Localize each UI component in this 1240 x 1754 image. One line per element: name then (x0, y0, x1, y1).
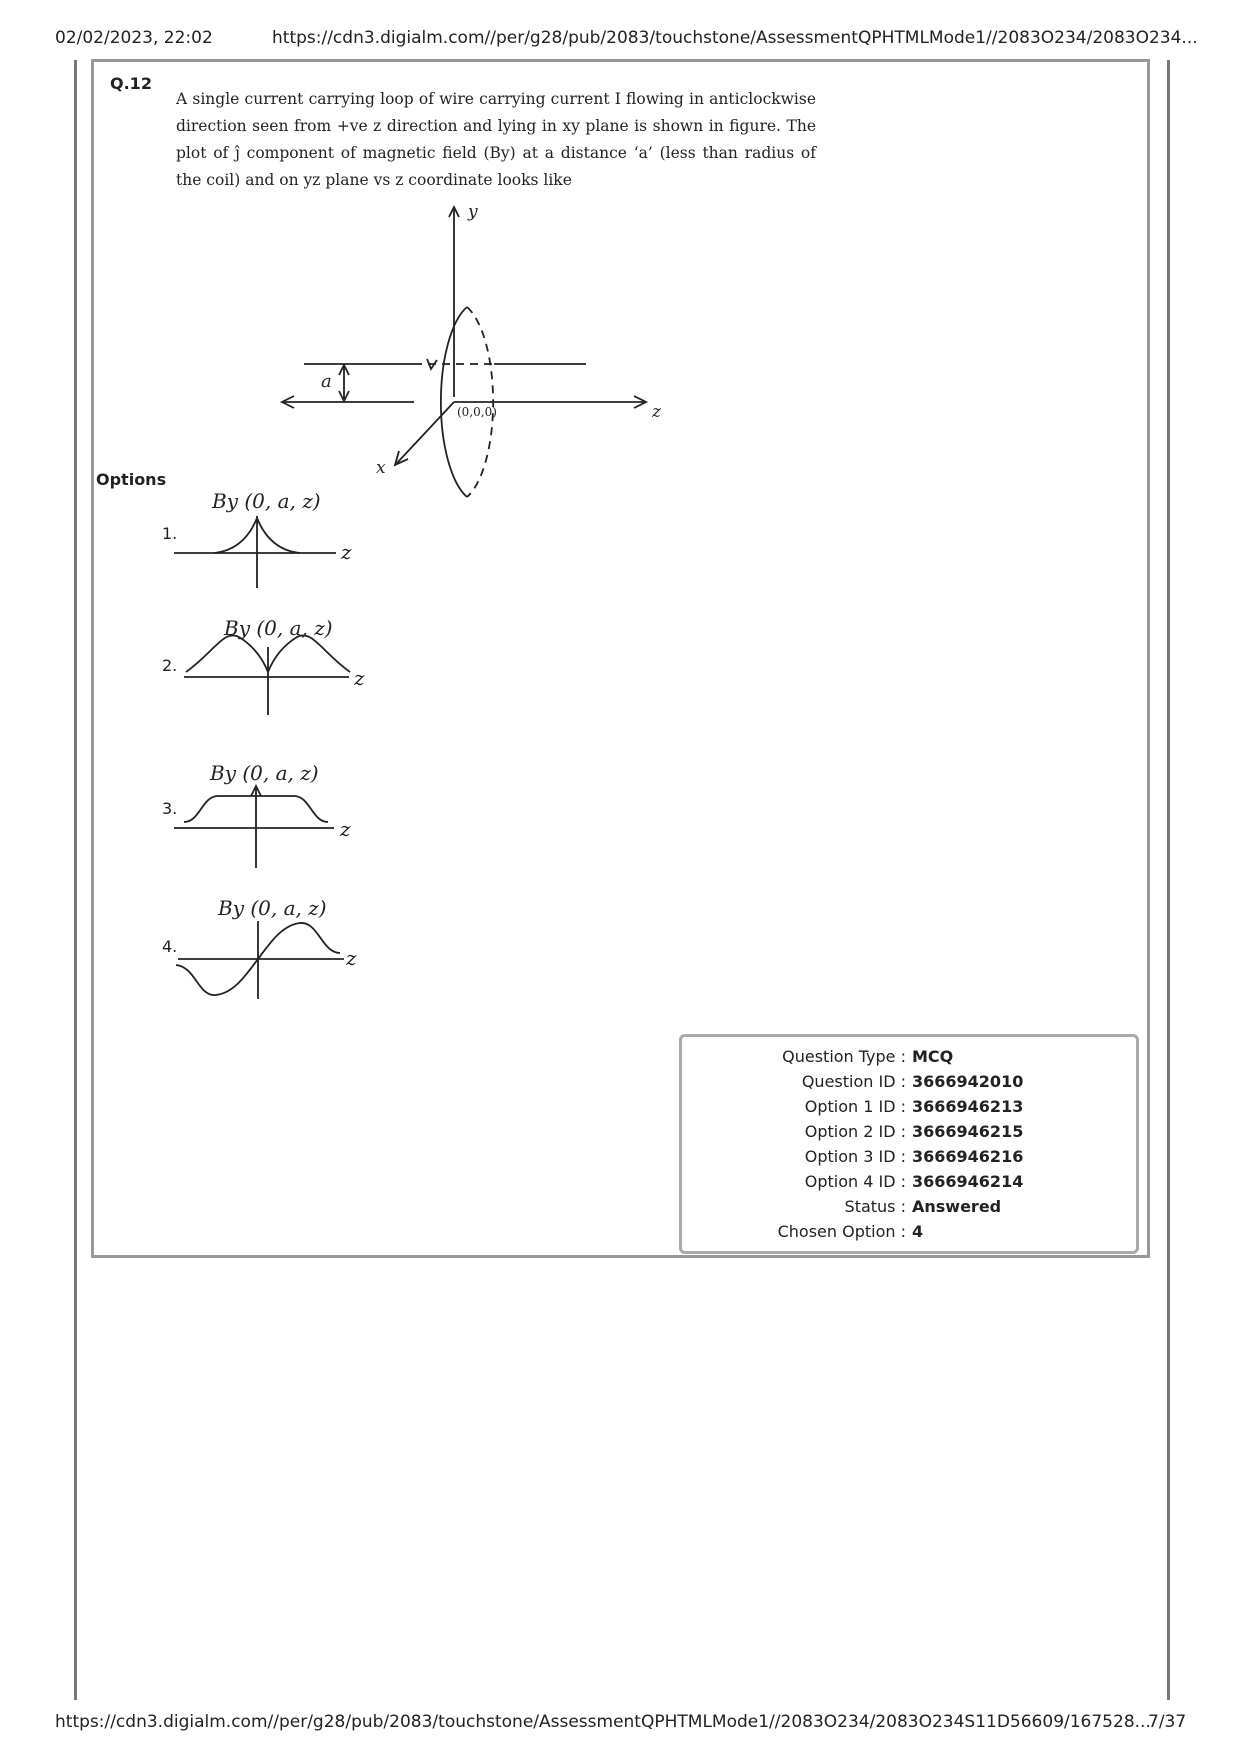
option-1-z-label: z (341, 540, 352, 564)
question-number: Q.12 (110, 74, 152, 93)
origin-label: (0,0,0) (457, 405, 497, 419)
info-key: Status : (844, 1197, 906, 1216)
option-4-graph (174, 887, 414, 1027)
info-value: 4 (912, 1222, 924, 1241)
page-number: 7/37 (1148, 1712, 1187, 1732)
info-row-status (682, 1195, 1138, 1219)
question-text: A single current carrying loop of wire carrying current I flowing in anticlockwise direction seen from +ve z direction and lying in xy plane is shown in figure. The plot of ĵ component of magnetic field (By) at a distance ‘a’ (less than radius of the coil) and on yz plane vs z coordinate looks like (176, 90, 816, 189)
question-panel (91, 59, 1150, 1258)
question-figure (264, 197, 764, 517)
print-footer-url: https://cdn3.digialm.com//per/g28/pub/2083/touchstone/AssessmentQPHTMLMode1//2083O234/2083O234S11D56609/167528... (55, 1712, 1151, 1732)
option-1-number: 1. (162, 524, 178, 543)
left-page-rule (74, 60, 77, 1700)
info-row-question-type (682, 1045, 1138, 1069)
option-3-z-label: z (340, 817, 351, 841)
info-value: 3666942010 (912, 1072, 1024, 1091)
info-row-chosen-option (682, 1220, 1138, 1244)
info-value: 3666946213 (912, 1097, 1024, 1116)
options-label: Options (96, 470, 167, 489)
info-key: Option 4 ID : (804, 1172, 906, 1191)
option-4-number: 4. (162, 937, 178, 956)
info-value: Answered (912, 1197, 1002, 1216)
info-value: MCQ (912, 1047, 954, 1066)
info-row-option-2-id (682, 1120, 1138, 1144)
z-axis-label: z (652, 402, 661, 422)
print-header-url: https://cdn3.digialm.com//per/g28/pub/2083/touchstone/AssessmentQPHTMLMode1//2083O234/2083O234... (272, 28, 1198, 48)
info-value: 3666946216 (912, 1147, 1024, 1166)
info-key: Option 2 ID : (804, 1122, 906, 1141)
info-row-option-4-id (682, 1170, 1138, 1194)
option-2-z-label: z (354, 666, 365, 690)
option-3-number: 3. (162, 799, 178, 818)
info-key: Question ID : (801, 1072, 906, 1091)
info-key: Chosen Option : (777, 1222, 906, 1241)
a-label: a (321, 371, 332, 392)
option-3-graph-title: By (0, a, z) (210, 761, 319, 785)
info-value: 3666946215 (912, 1122, 1024, 1141)
option-3-graph (174, 752, 414, 862)
option-1-graph-title: By (0, a, z) (212, 489, 321, 513)
info-row-question-id (682, 1070, 1138, 1094)
option-2-graph (174, 607, 414, 717)
option-2-graph-title: By (0, a, z) (224, 616, 333, 640)
right-page-rule (1167, 60, 1170, 1700)
x-axis-label: x (376, 458, 386, 478)
info-value: 3666946214 (912, 1172, 1024, 1191)
info-key: Question Type : (782, 1047, 906, 1066)
info-key: Option 1 ID : (804, 1097, 906, 1116)
print-datetime: 02/02/2023, 22:02 (55, 28, 213, 48)
info-key: Option 3 ID : (804, 1147, 906, 1166)
question-info-panel (679, 1034, 1139, 1254)
option-4-z-label: z (346, 946, 357, 970)
option-1-graph (174, 480, 414, 590)
info-row-option-1-id (682, 1095, 1138, 1119)
option-4-graph-title: By (0, a, z) (218, 896, 327, 920)
option-2-number: 2. (162, 656, 178, 675)
y-axis-label: y (468, 202, 478, 222)
info-row-option-3-id (682, 1145, 1138, 1169)
